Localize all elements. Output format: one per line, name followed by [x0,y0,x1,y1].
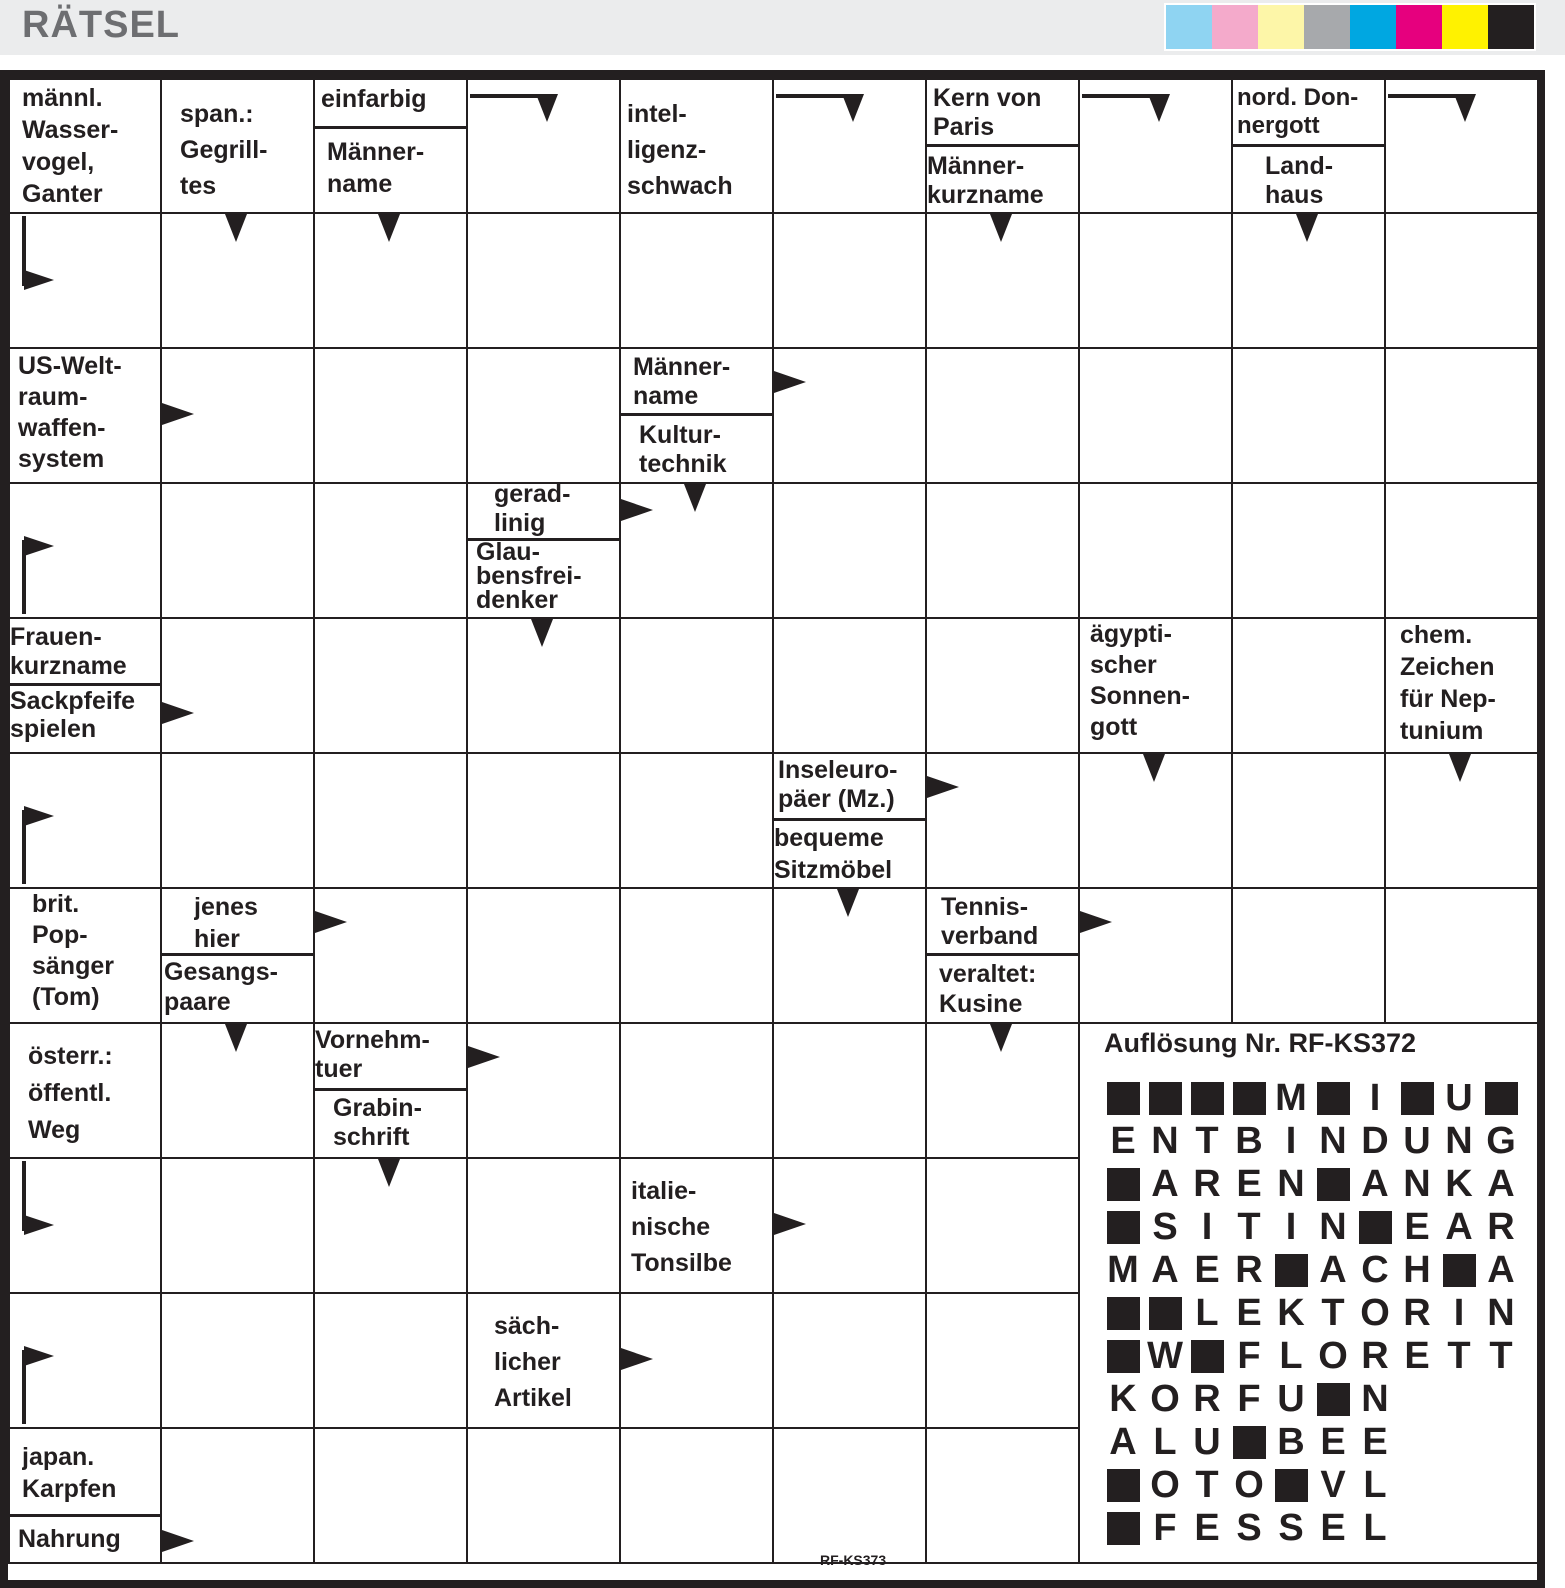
clue-text: Nahrung [18,1525,121,1553]
arrow-flag-head-icon [24,270,54,290]
page-title: RÄTSEL [22,4,180,46]
solution-row [1102,1422,1396,1462]
solution-letter: N [1361,1378,1389,1420]
solution-letter: B [1277,1421,1305,1463]
solution-block [1270,1465,1312,1505]
solution-letter: E [1320,1421,1346,1463]
grid-cell[interactable] [466,212,621,349]
solution-title: Auflösung Nr. RF-KS372 [1104,1028,1417,1058]
solution-block [1312,1164,1354,1204]
solution-block [1102,1465,1144,1505]
grid-cell[interactable] [772,482,927,619]
solution-letter: E [1320,1507,1346,1549]
solution-letter: A [1361,1163,1389,1205]
arrow-right-icon [621,499,653,521]
grid-cell[interactable] [1384,887,1539,1024]
grid-cell[interactable] [925,482,1080,619]
clue-divider [313,1088,466,1091]
grid-cell[interactable] [925,752,1080,889]
grid-cell[interactable] [925,1157,1080,1294]
solution-letter: I [1201,1206,1213,1248]
clue-text: span.: Gegrill- tes [180,100,268,200]
grid-cell[interactable] [1231,752,1386,889]
solution-letter: K [1109,1378,1137,1420]
arrow-flag-head-icon [24,536,54,556]
solution-letter: A [1445,1206,1473,1248]
clue-text: jenes hier [194,893,258,953]
arrow-right-icon [468,1046,500,1068]
color-swatch [1304,5,1350,49]
arrow-down-icon [842,94,864,122]
solution-block [1312,1078,1354,1118]
black-square [1191,1340,1224,1373]
solution-letter: N [1277,1163,1305,1205]
solution-letter: U [1193,1421,1221,1463]
arrow-down-icon [531,619,553,647]
arrow-right-icon [1080,911,1112,933]
color-swatch [1350,5,1396,49]
solution-letter: T [1447,1335,1471,1377]
solution-row [1102,1508,1396,1548]
grid-cell[interactable] [160,482,315,619]
solution-letter: E [1110,1120,1136,1162]
arrow-down-icon [225,214,247,242]
solution-letter: K [1277,1292,1305,1334]
grid-cell[interactable] [313,347,468,484]
arrow-down-icon [990,214,1012,242]
solution-letter: R [1361,1335,1389,1377]
grid-cell[interactable] [1384,212,1539,349]
arrow-right-icon [774,371,806,393]
solution-letter: N [1445,1120,1473,1162]
solution-row [1102,1121,1522,1161]
solution-letter: N [1403,1163,1431,1205]
solution-row [1102,1078,1522,1118]
solution-block [1186,1078,1228,1118]
clue-text: Glau- bensfrei- denker [476,540,582,612]
clue-text: einfarbig [321,85,427,113]
solution-block [1102,1164,1144,1204]
solution-block [1102,1207,1144,1247]
black-square [1107,1512,1140,1545]
clue-text: Tennis- verband [941,893,1039,950]
grid-cell[interactable] [619,617,774,754]
solution-row [1102,1250,1522,1290]
black-square [1233,1426,1266,1459]
grid-cell[interactable] [1231,617,1386,754]
color-swatch [1258,5,1304,49]
solution-letter: N [1151,1120,1179,1162]
solution-panel [1094,1028,1534,1568]
solution-block [1144,1293,1186,1333]
solution-letter: M [1275,1077,1307,1119]
black-square [1317,1082,1350,1115]
solution-block [1102,1293,1144,1333]
clue-divider [1231,144,1384,147]
black-square [1317,1383,1350,1416]
color-swatch [1212,5,1258,49]
grid-cell[interactable] [619,1022,774,1159]
solution-letter: T [1195,1120,1219,1162]
black-square [1485,1082,1518,1115]
clue-text: bequeme Sitzmöbel [774,824,893,884]
color-swatch [1396,5,1442,49]
clue-divider [925,953,1078,956]
solution-letter: W [1147,1335,1183,1377]
solution-letter: F [1237,1335,1261,1377]
solution-block [1312,1379,1354,1419]
arrow-right-icon [621,1348,653,1370]
solution-block [1228,1078,1270,1118]
solution-letter: S [1152,1206,1178,1248]
clue-divider [313,126,466,129]
grid-cell[interactable] [160,1292,315,1429]
clue-text: ägypti- scher Sonnen- gott [1090,620,1190,741]
solution-letter: T [1237,1206,1261,1248]
black-square [1401,1082,1434,1115]
arrow-down-icon [837,889,859,917]
grid-cell[interactable] [1231,347,1386,484]
solution-letter: E [1194,1507,1220,1549]
grid-cell[interactable] [466,1427,621,1564]
solution-letter: E [1362,1421,1388,1463]
black-square [1149,1297,1182,1330]
solution-row [1102,1379,1396,1419]
black-square [1107,1082,1140,1115]
grid-cell[interactable] [772,1427,927,1564]
arrow-down-icon [225,1024,247,1052]
solution-letter: L [1195,1292,1219,1334]
solution-letter: T [1195,1464,1219,1506]
solution-letter: A [1319,1249,1347,1291]
solution-letter: B [1235,1120,1263,1162]
black-square [1107,1168,1140,1201]
black-square [1275,1254,1308,1287]
solution-letter: C [1361,1249,1389,1291]
solution-letter: L [1153,1421,1177,1463]
solution-letter: U [1445,1077,1473,1119]
clue-text: nord. Don- nergott [1237,84,1359,139]
solution-letter: E [1236,1163,1262,1205]
grid-cell[interactable] [313,887,468,1024]
solution-block [1480,1078,1522,1118]
solution-letter: O [1360,1292,1390,1334]
grid-cell[interactable] [1078,482,1233,619]
grid-cell[interactable] [925,617,1080,754]
grid-cell[interactable] [772,347,927,484]
clue-text: Kern von Paris [933,84,1042,141]
clue-divider [619,413,772,416]
solution-letter: E [1194,1249,1220,1291]
clue-text: veraltet: Kusine [939,960,1037,1018]
clue-text: Land- haus [1265,152,1334,209]
solution-letter: A [1487,1249,1515,1291]
black-square [1107,1211,1140,1244]
solution-letter: E [1404,1206,1430,1248]
solution-letter: R [1193,1163,1221,1205]
solution-letter: F [1237,1378,1261,1420]
solution-block [1438,1250,1480,1290]
arrow-right-icon [927,776,959,798]
clue-divider [925,144,1078,147]
arrow-down-icon [536,94,558,122]
black-square [1443,1254,1476,1287]
clue-text: brit. Pop- sänger (Tom) [32,890,114,1011]
grid-cell[interactable] [1078,212,1233,349]
solution-row [1102,1336,1522,1376]
grid-cell[interactable] [925,1292,1080,1429]
arrow-right-icon [162,1530,194,1552]
grid-cell[interactable] [772,1292,927,1429]
black-square [1191,1082,1224,1115]
grid-cell[interactable] [772,617,927,754]
solution-row [1102,1465,1396,1505]
puzzle-code: RF-KS373 [820,1552,887,1568]
clue-divider [8,1514,160,1517]
solution-letter: I [1285,1120,1297,1162]
arrow-down-icon [1143,754,1165,782]
solution-row [1102,1164,1522,1204]
clue-text: US-Welt- raum- waffen- system [18,352,122,473]
clue-text: gerad- linig [494,480,571,537]
grid-cell[interactable] [313,1427,468,1564]
clue-text: Inseleuro- päer (Mz.) [778,756,898,813]
solution-letter: M [1107,1249,1139,1291]
solution-letter: L [1363,1507,1387,1549]
grid-cell[interactable] [313,617,468,754]
grid-cell[interactable] [1078,887,1233,1024]
arrow-right-icon [315,911,347,933]
solution-letter: L [1279,1335,1303,1377]
solution-block [1354,1207,1396,1247]
clue-text: Frauen- kurzname [10,623,127,680]
crossword-grid [0,70,1565,1588]
grid-cell[interactable] [925,1427,1080,1564]
arrow-flag-head-icon [24,806,54,826]
grid-cell[interactable] [466,1157,621,1294]
arrow-down-icon [684,484,706,512]
clue-text: Männer- name [633,353,731,410]
clue-text: österr.: öffentl. Weg [28,1042,113,1144]
arrow-flag-head-icon [24,1215,54,1235]
solution-letter: D [1361,1120,1389,1162]
solution-block [1228,1422,1270,1462]
grid-cell[interactable] [619,212,774,349]
solution-letter: S [1278,1507,1304,1549]
clue-text: italie- nische Tonsilbe [631,1177,732,1277]
clue-text: Männer- name [327,138,425,198]
solution-letter: R [1403,1292,1431,1334]
black-square [1107,1469,1140,1502]
solution-letter: A [1487,1163,1515,1205]
color-swatch [1166,5,1212,49]
solution-letter: N [1487,1292,1515,1334]
solution-letter: T [1321,1292,1345,1334]
clue-divider [8,683,160,686]
black-square [1107,1297,1140,1330]
solution-letter: A [1151,1163,1179,1205]
arrow-right-icon [162,702,194,724]
grid-cell[interactable] [772,1022,927,1159]
grid-cell[interactable] [313,752,468,889]
arrow-right-icon [162,403,194,425]
grid-cell[interactable] [466,752,621,889]
grid-cell[interactable] [313,482,468,619]
solution-row [1102,1207,1522,1247]
grid-cell[interactable] [160,617,315,754]
color-swatch [1488,5,1534,49]
solution-row [1102,1293,1522,1333]
arrow-down-icon [1449,754,1471,782]
color-swatch [1442,5,1488,49]
solution-letter: O [1150,1464,1180,1506]
solution-letter: U [1403,1120,1431,1162]
solution-letter: K [1445,1163,1473,1205]
grid-cell[interactable] [772,212,927,349]
arrow-right-icon [774,1213,806,1235]
arrow-down-icon [378,214,400,242]
clue-divider [160,953,313,956]
solution-letter: R [1193,1378,1221,1420]
black-square [1275,1469,1308,1502]
black-square [1359,1211,1392,1244]
clue-text: Grabin- schrift [333,1094,422,1151]
grid-cell[interactable] [1384,482,1539,619]
solution-letter: V [1320,1464,1346,1506]
grid-cell[interactable] [1078,347,1233,484]
solution-letter: F [1153,1507,1177,1549]
solution-block [1144,1078,1186,1118]
solution-letter: N [1319,1206,1347,1248]
solution-letter: R [1487,1206,1515,1248]
solution-block [1396,1078,1438,1118]
solution-block [1270,1250,1312,1290]
grid-cell[interactable] [160,1157,315,1294]
clue-text: Kultur- technik [639,421,727,478]
arrow-down-icon [1454,94,1476,122]
clue-divider [772,818,925,821]
clue-text: männl. Wasser- vogel, Ganter [22,84,119,208]
grid-cell[interactable] [313,1292,468,1429]
grid-cell[interactable] [619,1427,774,1564]
solution-letter: O [1318,1335,1348,1377]
grid-cell[interactable] [466,887,621,1024]
grid-cell[interactable] [619,887,774,1024]
clue-text: Gesangs- paare [164,958,278,1016]
solution-letter: G [1486,1120,1516,1162]
black-square [1233,1082,1266,1115]
solution-letter: E [1404,1335,1430,1377]
solution-letter: E [1236,1292,1262,1334]
solution-letter: S [1236,1507,1262,1549]
black-square [1317,1168,1350,1201]
solution-letter: R [1235,1249,1263,1291]
grid-cell[interactable] [925,347,1080,484]
solution-block [1102,1508,1144,1548]
solution-letter: T [1489,1335,1513,1377]
solution-letter: I [1453,1292,1465,1334]
solution-letter: A [1109,1421,1137,1463]
grid-cell[interactable] [1231,887,1386,1024]
clue-text: japan. Karpfen [22,1443,117,1503]
header-bar [0,0,1565,55]
grid-cell[interactable] [1384,347,1539,484]
clue-text: intel- ligenz- schwach [627,100,733,200]
grid-cell[interactable] [619,752,774,889]
solution-block [1102,1078,1144,1118]
solution-block [1186,1336,1228,1376]
color-calibration-strip [1164,3,1536,51]
clue-text: Sackpfeife spielen [10,687,136,743]
black-square [1107,1340,1140,1373]
solution-letter: I [1369,1077,1381,1119]
grid-cell[interactable] [1231,482,1386,619]
grid-cell[interactable] [160,752,315,889]
black-square [1149,1082,1182,1115]
grid-cell[interactable] [466,1022,621,1159]
solution-letter: L [1363,1464,1387,1506]
arrow-flag-head-icon [24,1346,54,1366]
solution-letter: O [1150,1378,1180,1420]
solution-letter: I [1285,1206,1297,1248]
arrow-down-icon [1296,214,1318,242]
solution-letter: H [1403,1249,1431,1291]
grid-cell[interactable] [466,347,621,484]
solution-letter: A [1151,1249,1179,1291]
arrow-down-icon [1148,94,1170,122]
solution-block [1102,1336,1144,1376]
solution-letter: U [1277,1378,1305,1420]
arrow-down-icon [378,1159,400,1187]
clue-text: chem. Zeichen für Nep- tunium [1400,621,1496,745]
clue-text: Vornehm- tuer [315,1026,430,1083]
solution-letter: O [1234,1464,1264,1506]
solution-letter: N [1319,1120,1347,1162]
clue-text: Männer- kurzname [927,152,1044,209]
arrow-down-icon [990,1024,1012,1052]
clue-text: säch- licher Artikel [494,1312,572,1412]
